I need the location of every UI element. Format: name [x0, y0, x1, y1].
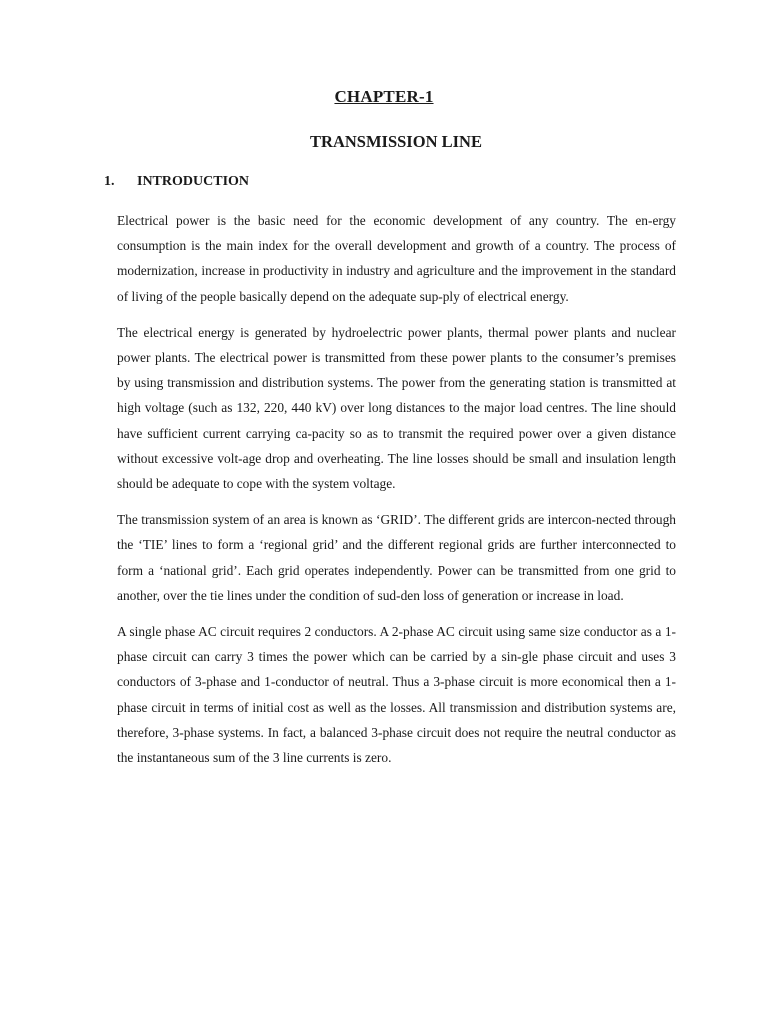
section-heading	[104, 174, 249, 190]
paragraph-3: The transmission system of an area is known as ‘GRID’. The different grids are intercon-nected through the ‘TIE’ lines to form a ‘regional grid’ and the different regional grids are further interconnected to form a ‘national grid’. Each grid operates independently. Power can be transmitted from one grid to another, over the tie lines under the condition of sud-den loss of generation or increase in load.	[117, 512, 676, 603]
section-number: 1.	[104, 174, 115, 189]
body-text	[117, 208, 676, 781]
document-title: TRANSMISSION LINE	[310, 132, 482, 151]
section-heading-text: INTRODUCTION	[137, 174, 250, 189]
paragraph-1: Electrical power is the basic need for the economic development of any country. The en-ergy consumption is the main index for the overall development and growth of a country. The process of modernization, increase in productivity in industry and agriculture and the improvement in the standard of living of the people basically depend on the adequate sup-ply of electrical energy.	[117, 213, 676, 304]
paragraph-4: A single phase AC circuit requires 2 conductors. A 2-phase AC circuit using same size conductor as a 1-phase circuit can carry 3 times the power which can be carried by a sin-gle phase circuit and uses 3 conductors of 3-phase and 1-conductor of neutral. Thus a 3-phase circuit is more economical then a 1-phase circuit in terms of initial cost as well as the losses. All transmission and distribution systems are, therefore, 3-phase systems. In fact, a balanced 3-phase circuit does not require the neutral conductor as the instantaneous sum of the 3 line currents is zero.	[117, 624, 676, 766]
chapter-title: CHAPTER-1	[334, 87, 434, 106]
paragraph-2: The electrical energy is generated by hydroelectric power plants, thermal power plants and nuclear power plants. The electrical power is transmitted from these power plants to the consumer’s premises by using transmission and distribution systems. The power from the generating station is transmitted at high voltage (such as 132, 220, 440 kV) over long distances to the major load centres. The line should have sufficient current carrying ca-pacity so as to transmit the required power over a given distance without excessive volt-age drop and overheating. The line losses should be small and insulation length should be adequate to cope with the system voltage.	[117, 324, 676, 492]
